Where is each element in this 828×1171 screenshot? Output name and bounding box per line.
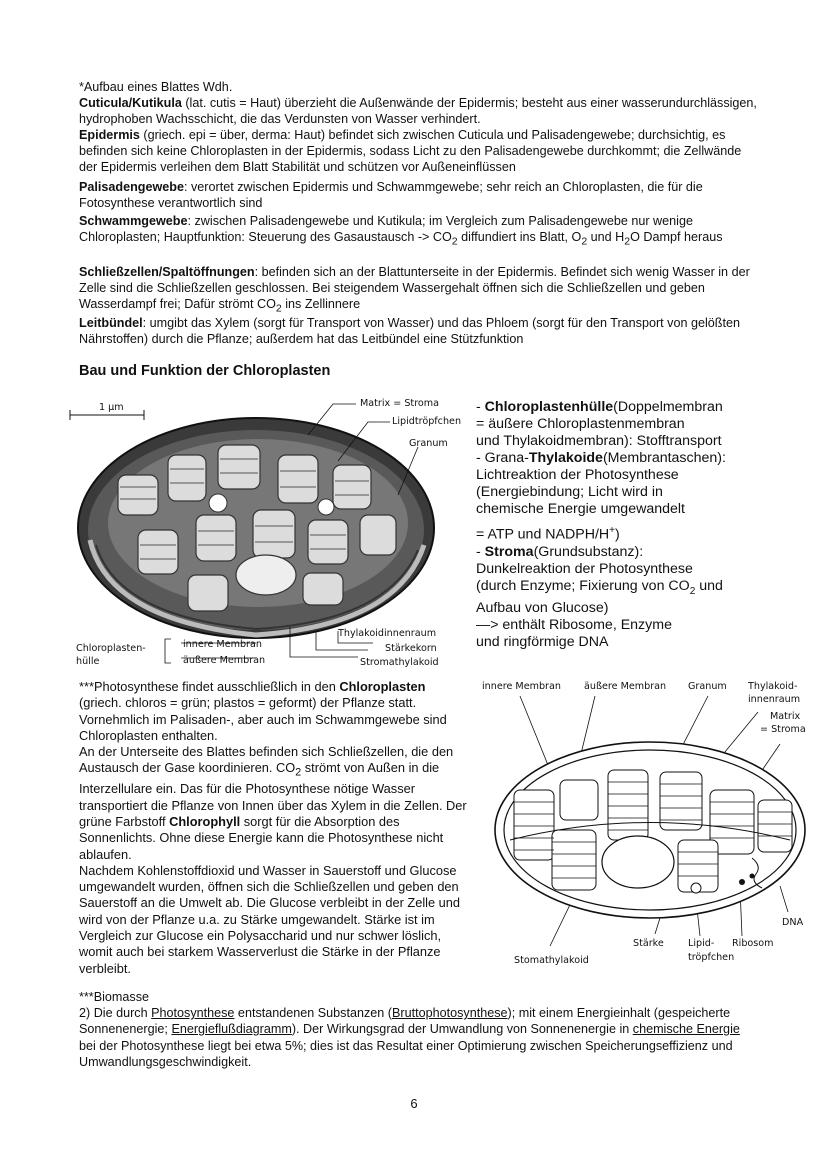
palisaden-text: : verortet zwischen Epidermis und Schwammgewebe; sehr reich an Chloroplasten, die für die Fotosynthese verantwortlich sind — [79, 180, 703, 211]
photosynthesis-paragraph — [79, 679, 471, 977]
rt-line-9 — [476, 544, 776, 561]
rt-l4-pre: - Grana- — [476, 450, 529, 466]
fig2-label-starch: Stärke — [633, 938, 664, 949]
sub-2c: 2 — [624, 235, 631, 248]
rt-l11: (durch Enzyme; Fixierung von CO — [476, 577, 690, 594]
fig1-label-matrix: Matrix = Stroma — [360, 398, 440, 409]
rt-l1-rest: (Doppelmembran — [613, 399, 723, 415]
fig2-label-lipid-1: Lipid- — [688, 938, 715, 949]
schwamm-text-d: O Dampf heraus — [630, 230, 723, 245]
lt-b: (griech. chloros = grün; plastos = geformt) der Pflanze statt. Vornehmlich im Palisaden-, aber auch im Schwammgewebe sind Chloroplasten enthalten. — [79, 695, 447, 743]
sub-2a: 2 — [451, 235, 458, 248]
rt-line-14: und ringförmige DNA — [476, 633, 609, 650]
bm-c: ); mit einem Energieinhalt (gespeicherte Sonnenenergie; — [79, 1006, 731, 1037]
cuticula-term: Cuticula/Kutikula — [79, 96, 182, 110]
fig2-label-stromathyl: Stomathylakoid — [514, 955, 589, 966]
bm-d: ). Der Wirkungsgrad der Umwandlung von Sonnenenergie in — [291, 1022, 633, 1037]
rt-l9-pre: - — [476, 543, 485, 560]
fig1-label-hull-1: Chloroplasten- — [76, 643, 146, 654]
schliess-text-a: : befinden sich an der Blattunterseite in der Epidermis. Befindet sich wenig Wasser in der Zelle sind die Schließzellen geschlossen. Bei steigendem Wassergehalt öffnen sich die Schließzellen und geben Wasserdampf frei; Dafür strömt CO — [79, 265, 750, 312]
palisaden-term: Palisadengewebe — [79, 180, 184, 194]
fig1-label-stromathyl: Stromathylakoid — [360, 657, 439, 668]
fig2-label-matrix-2: = Stroma — [760, 724, 806, 735]
lt-c-sub: 2 — [295, 767, 302, 780]
rt-line-1 — [476, 399, 776, 416]
lt-c: An der Unterseite des Blattes befinden sich Schließzellen, die den Austausch der Gase koordinieren. CO — [79, 744, 454, 776]
rt-line-8 — [476, 522, 776, 544]
chloroplast-parts-list — [476, 399, 776, 651]
lt-a: ***Photosynthese findet ausschließlich in den — [79, 679, 340, 694]
fig1-label-inner: innere Membran — [183, 639, 262, 650]
rt-l8: = ATP und NADPH/H — [476, 526, 610, 543]
fig1-scale-label: 1 µm — [99, 402, 124, 413]
rt-l4-rest: (Membrantaschen): — [602, 450, 726, 466]
section-title: Bau und Funktion der Chloroplasten — [79, 363, 331, 379]
fig2-label-ribosom: Ribosom — [732, 938, 774, 949]
link-photosynthese[interactable]: Photosynthese — [151, 1006, 235, 1021]
lt-d-term: Chlorophyll — [169, 813, 241, 829]
intro-title-text: *Aufbau eines Blattes Wdh. — [79, 80, 233, 94]
page-number: 6 — [410, 1096, 418, 1111]
schwamm-text-c: und H — [587, 230, 625, 245]
epidermis-text: (griech. epi = über, derma: Haut) befindet sich zwischen Cuticula und Palisadengewebe; durchsichtig, es befinden sich keine Chloroplasten in der Epidermis, sodass Licht zu den Palisadengewebe durchkommt; die Zellwände der Epidermis verleihen dem Blatt Stabilität und schützen vor Außeneinflüssen — [79, 128, 742, 175]
rt-l1-term: Chloroplastenhülle — [484, 399, 614, 415]
schliess-term: Schließzellen/Spaltöffnungen — [79, 265, 255, 279]
fig1-label-thylinnen: Thylakoidinnenraum — [338, 628, 437, 639]
rt-l11-end: und — [695, 577, 723, 594]
rt-l1-pre: - — [476, 399, 485, 415]
sub-2b: 2 — [581, 235, 588, 248]
fig1-label-hull-2: hülle — [76, 656, 100, 667]
epidermis-paragraph — [79, 127, 759, 176]
rt-line-3: und Thylakoidmembran): Stofftransport — [476, 433, 722, 449]
schliess-text-b: ins Zellinnere — [281, 297, 361, 312]
rt-l8-sup: + — [609, 525, 615, 536]
rt-line-7: chemische Energie umgewandelt — [476, 501, 685, 517]
link-energieflussdiagramm[interactable]: Energieflußdiagramm — [171, 1022, 292, 1037]
fig2-label-granum: Granum — [688, 681, 727, 692]
rt-line-5: Lichtreaktion der Photosynthese — [476, 467, 679, 483]
rt-line-4 — [476, 450, 776, 467]
lt-a-term: Chloroplasten — [339, 679, 426, 694]
rt-l11-sub: 2 — [689, 585, 696, 597]
sub-2d: 2 — [275, 302, 282, 315]
lt-para-2 — [79, 744, 471, 863]
fig1-label-outer: äußere Membran — [183, 655, 266, 666]
fig2-label-dna: DNA — [782, 917, 804, 928]
fig2-label-matrix-1: Matrix — [770, 711, 801, 722]
biomasse-text — [79, 1005, 759, 1070]
fig2-label-thyl-2: innenraum — [748, 694, 801, 705]
bm-b: entstandenen Substanzen ( — [234, 1006, 392, 1021]
leit-paragraph — [79, 315, 759, 347]
lt-d: strömt von Außen in die Interzellulare ein. Das für die Photosynthese nötige Wasser transportiert die Pflanze von Innen über das Xylem in die Zellen. Der grüne Farbstoff — [79, 760, 467, 829]
lt-e: sorgt für die Absorption des Sonnenlichts. Ohne diese Energie kann die Photosynthese nicht ablaufen. — [79, 813, 444, 862]
rt-line-12: Aufbau von Glucose) — [476, 599, 609, 616]
rt-line-13: —> enthält Ribosome, Enzyme — [476, 616, 672, 633]
rt-l9-rest: (Grundsubstanz): — [533, 543, 644, 560]
cuticula-paragraph — [79, 95, 759, 127]
schwamm-text-b: diffundiert ins Blatt, O — [457, 230, 582, 245]
fig1-label-lipid: Lipidtröpfchen — [392, 416, 462, 427]
schwamm-term: Schwammgewebe — [79, 214, 188, 228]
fig1-label-starch: Stärkekorn — [385, 643, 437, 654]
fig2-label-inner: innere Membran — [482, 681, 561, 692]
biomasse-title: ***Biomasse — [79, 990, 149, 1004]
palisaden-paragraph — [79, 179, 759, 211]
schwamm-paragraph — [79, 213, 759, 250]
bm-a: 2) Die durch — [79, 1006, 152, 1021]
rt-l4-term: Thylakoide — [528, 450, 603, 466]
lt-para-1 — [79, 679, 471, 744]
link-chemische-energie[interactable]: chemische Energie — [632, 1022, 740, 1037]
lt-para-3: Nachdem Kohlenstoffdioxid und Wasser in Sauerstoff und Glucose umgewandelt wurden, öffnen sich die Schließzellen und geben den Sauerstoff an die Umwelt ab. Die Glucose verbleibt in der Zelle und wird von der Pflanze u.a. zu Stärke umgewandelt. Stärke ist im Vergleich zur Glucose ein Polysaccharid und nur schwer löslich, womit auch bei starkem Wasserverlust die Stärke in der Pflanze verbleibt. — [79, 862, 461, 976]
biomasse-section — [79, 989, 759, 1070]
rt-line-6: (Energiebindung; Licht wird in — [476, 484, 663, 500]
bm-e: bei der Photosynthese liegt bei etwa 5%; dies ist das Resultat einer Optimierung zwischen Speicherungseffizienz und Umwandlungsgeschwindigkeit. — [79, 1038, 733, 1069]
rt-line-2: = äußere Chloroplastenmembran — [476, 416, 685, 432]
schliess-paragraph — [79, 264, 759, 317]
rt-l9-term: Stroma — [484, 543, 534, 560]
fig2-label-lipid-2: tröpfchen — [688, 952, 735, 963]
rt-line-11 — [476, 578, 776, 600]
leit-term: Leitbündel — [79, 316, 143, 330]
fig2-label-thyl-1: Thylakoid- — [748, 681, 798, 692]
epidermis-term: Epidermis — [79, 128, 140, 142]
fig2-label-outer: äußere Membran — [584, 681, 667, 692]
link-bruttophotosynthese[interactable]: Bruttophotosynthese — [391, 1006, 508, 1021]
leit-text: : umgibt das Xylem (sorgt für Transport von Wasser) und das Phloem (sorgt für den Transport von gelößten Nährstoffen) durch die Pflanze; außerdem hat das Leitbündel eine Stützfunktion — [79, 316, 740, 347]
rt-line-10: Dunkelreaktion der Photosynthese — [476, 560, 693, 577]
fig1-label-granum: Granum — [409, 438, 448, 449]
intro-title — [79, 79, 759, 95]
schwamm-text-a: : zwischen Palisadengewebe und Kutikula; im Vergleich zum Palisadengewebe nur wenige Chloroplasten; Hauptfunktion: Steuerung des Gasaustausch -> CO — [79, 214, 693, 245]
cuticula-text: (lat. cutis = Haut) überzieht die Außenwände der Epidermis; besteht aus einer wasserundurchlässigen, hydrophoben Wachsschicht, die das Verdunsten von Wasser verhindert. — [79, 96, 757, 127]
rt-l8-end: ) — [614, 526, 620, 543]
